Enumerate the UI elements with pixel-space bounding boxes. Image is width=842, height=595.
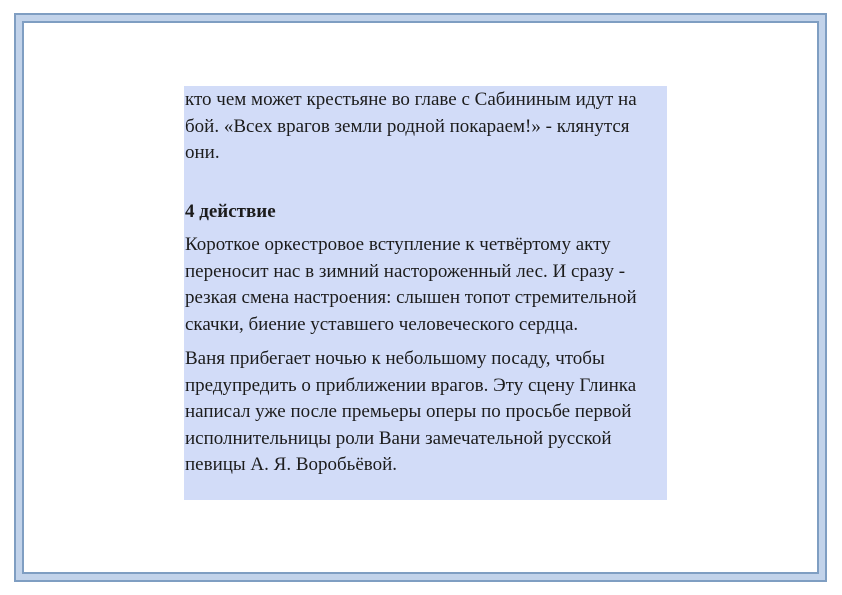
paragraph-body-1: Короткое оркестровое вступление к четвёртому акту переносит нас в зимний настороженный лес. И сразу - резкая смена настроения: слышен топот стремительной скачки, биение уставшего человеческого сердца. xyxy=(185,234,637,335)
highlighted-text-block xyxy=(184,86,667,500)
section-heading: 4 действие xyxy=(185,200,276,222)
paragraph-intro: кто чем может крестьяне во главе с Сабининым идут на бой. «Всех врагов земли родной покараем!» - клянутся они. xyxy=(185,89,637,163)
paragraph-body-2: Ваня прибегает ночью к небольшому посаду, чтобы предупредить о приближении врагов. Эту сцену Глинка написал уже после премьеры оперы по просьбе первой исполнительницы роли Вани замечательной русской певицы А. Я. Воробьёвой. xyxy=(185,348,637,475)
